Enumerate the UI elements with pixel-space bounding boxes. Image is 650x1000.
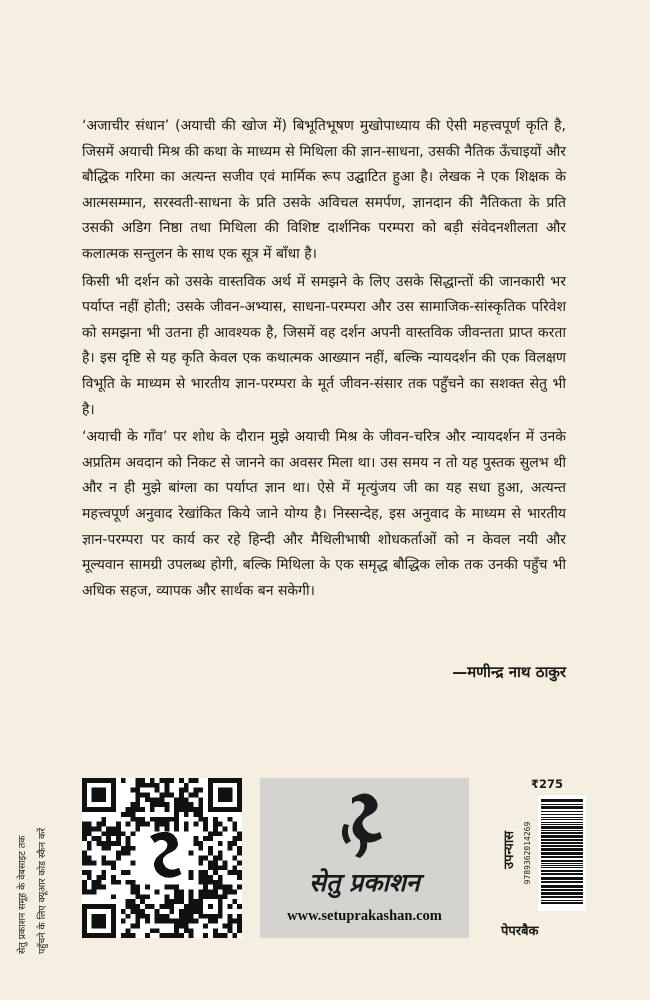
genre-container: [500, 820, 520, 880]
price-label: ₹275: [531, 777, 564, 791]
blurb-paragraph-1: ‘अजाचीर संधान’ (अयाची की खोज में) बिभूतिभूषण मुखोपाध्याय की ऐसी महत्त्वपूर्ण कृति है, जिसमें अयाची मिश्र की कथा के माध्यम से मिथिला की ज्ञान-साधना, उसकी नैतिक ऊँचाइयों और बौद्धिक गरिमा का अत्यन्त सजीव एवं मार्मिक रूप उद्घाटित हुआ है। लेखक ने एक शिक्षक के आत्मसम्मान, सरस्वती-साधना के प्रति उसके अविचल समर्पण, ज्ञानदान की नैतिकता के प्रति उसकी अडिग निष्ठा तथा मिथिला की विशिष्ट दार्शनिक परम्परा को बड़ी संवेदनशीलता और कलात्मक सन्तुलन के साथ एक सूत्र में बाँधा है।: [82, 118, 566, 262]
publisher-name: सेतु प्रकाशन: [309, 868, 420, 897]
blurb-paragraph-3: ‘अयाची के गाँव’ पर शोध के दौरान मुझे अयाची मिश्र के जीवन-चरित्र और न्यायदर्शन में उनके अप्रतिम अवदान को निकट से जानने का अवसर मिला था। उस समय न तो यह पुस्तक सुलभ थी और न ही मुझे बांग्ला का पर्याप्त ज्ञान था। ऐसे में मृत्युंजय जी का यह सधा हुआ, अत्यन्त महत्त्वपूर्ण अनुवाद रेखांकित किये जाने योग्य है। निस्सन्देह, इस अनुवाद के माध्यम से भारतीय ज्ञान-परम्परा पर कार्य कर रहे हिन्दी और मैथिलीभाषी शोधकर्ताओं को न केवल नयी और मूल्यवान सामग्री उपलब्ध होगी, बल्कि मिथिला के एक समृद्ध बौद्धिक लोक तक उनकी पहुँच भी अधिक सहज, व्यापक और सार्थक बन सकेगी।: [82, 429, 566, 599]
author-signature: —मणीन्द्र नाथ ठाकुर: [452, 663, 566, 681]
publisher-website[interactable]: www.setuprakashan.com: [287, 908, 442, 924]
isbn-container: [520, 795, 538, 911]
blurb-text: [82, 114, 566, 606]
genre-label: उपन्यास: [502, 830, 517, 870]
qr-code-icon[interactable]: [82, 778, 242, 938]
publisher-logo-panel: [260, 778, 469, 938]
qr-caption: [13, 774, 57, 954]
qr-caption-line-1: सेतु प्रकाशन समूह के वेबसाइट तक: [17, 835, 28, 954]
isbn-number: 9789362014269: [523, 821, 532, 885]
barcode-icon: [538, 795, 586, 911]
binding-label: पेपरबैक: [501, 924, 539, 939]
blurb-paragraph-2: किसी भी दर्शन को उसके वास्तविक अर्थ में समझने के लिए उसके सिद्धान्तों की जानकारी भर पर्याप्त नहीं होती; उसके जीवन-अभ्यास, साधना-परम्परा और उस सामाजिक-सांस्कृतिक परिवेश को समझना भी उतना ही आवश्यक है, जिसमें वह दर्शन अपनी वास्तविक जीवन्तता प्राप्त करता है। इस दृष्टि से यह कृति केवल एक कथात्मक आख्यान नहीं, बल्कि न्यायदर्शन की एक विलक्षण विभूति के माध्यम से भारतीय ज्ञान-परम्परा के मूर्त जीवन-संसार तक पहुँचने का सशक्त सेतु भी है।: [82, 273, 566, 418]
qr-caption-line-2: पहुँचने के लिए क्यूआर कोड स्कैन करें: [37, 827, 48, 954]
